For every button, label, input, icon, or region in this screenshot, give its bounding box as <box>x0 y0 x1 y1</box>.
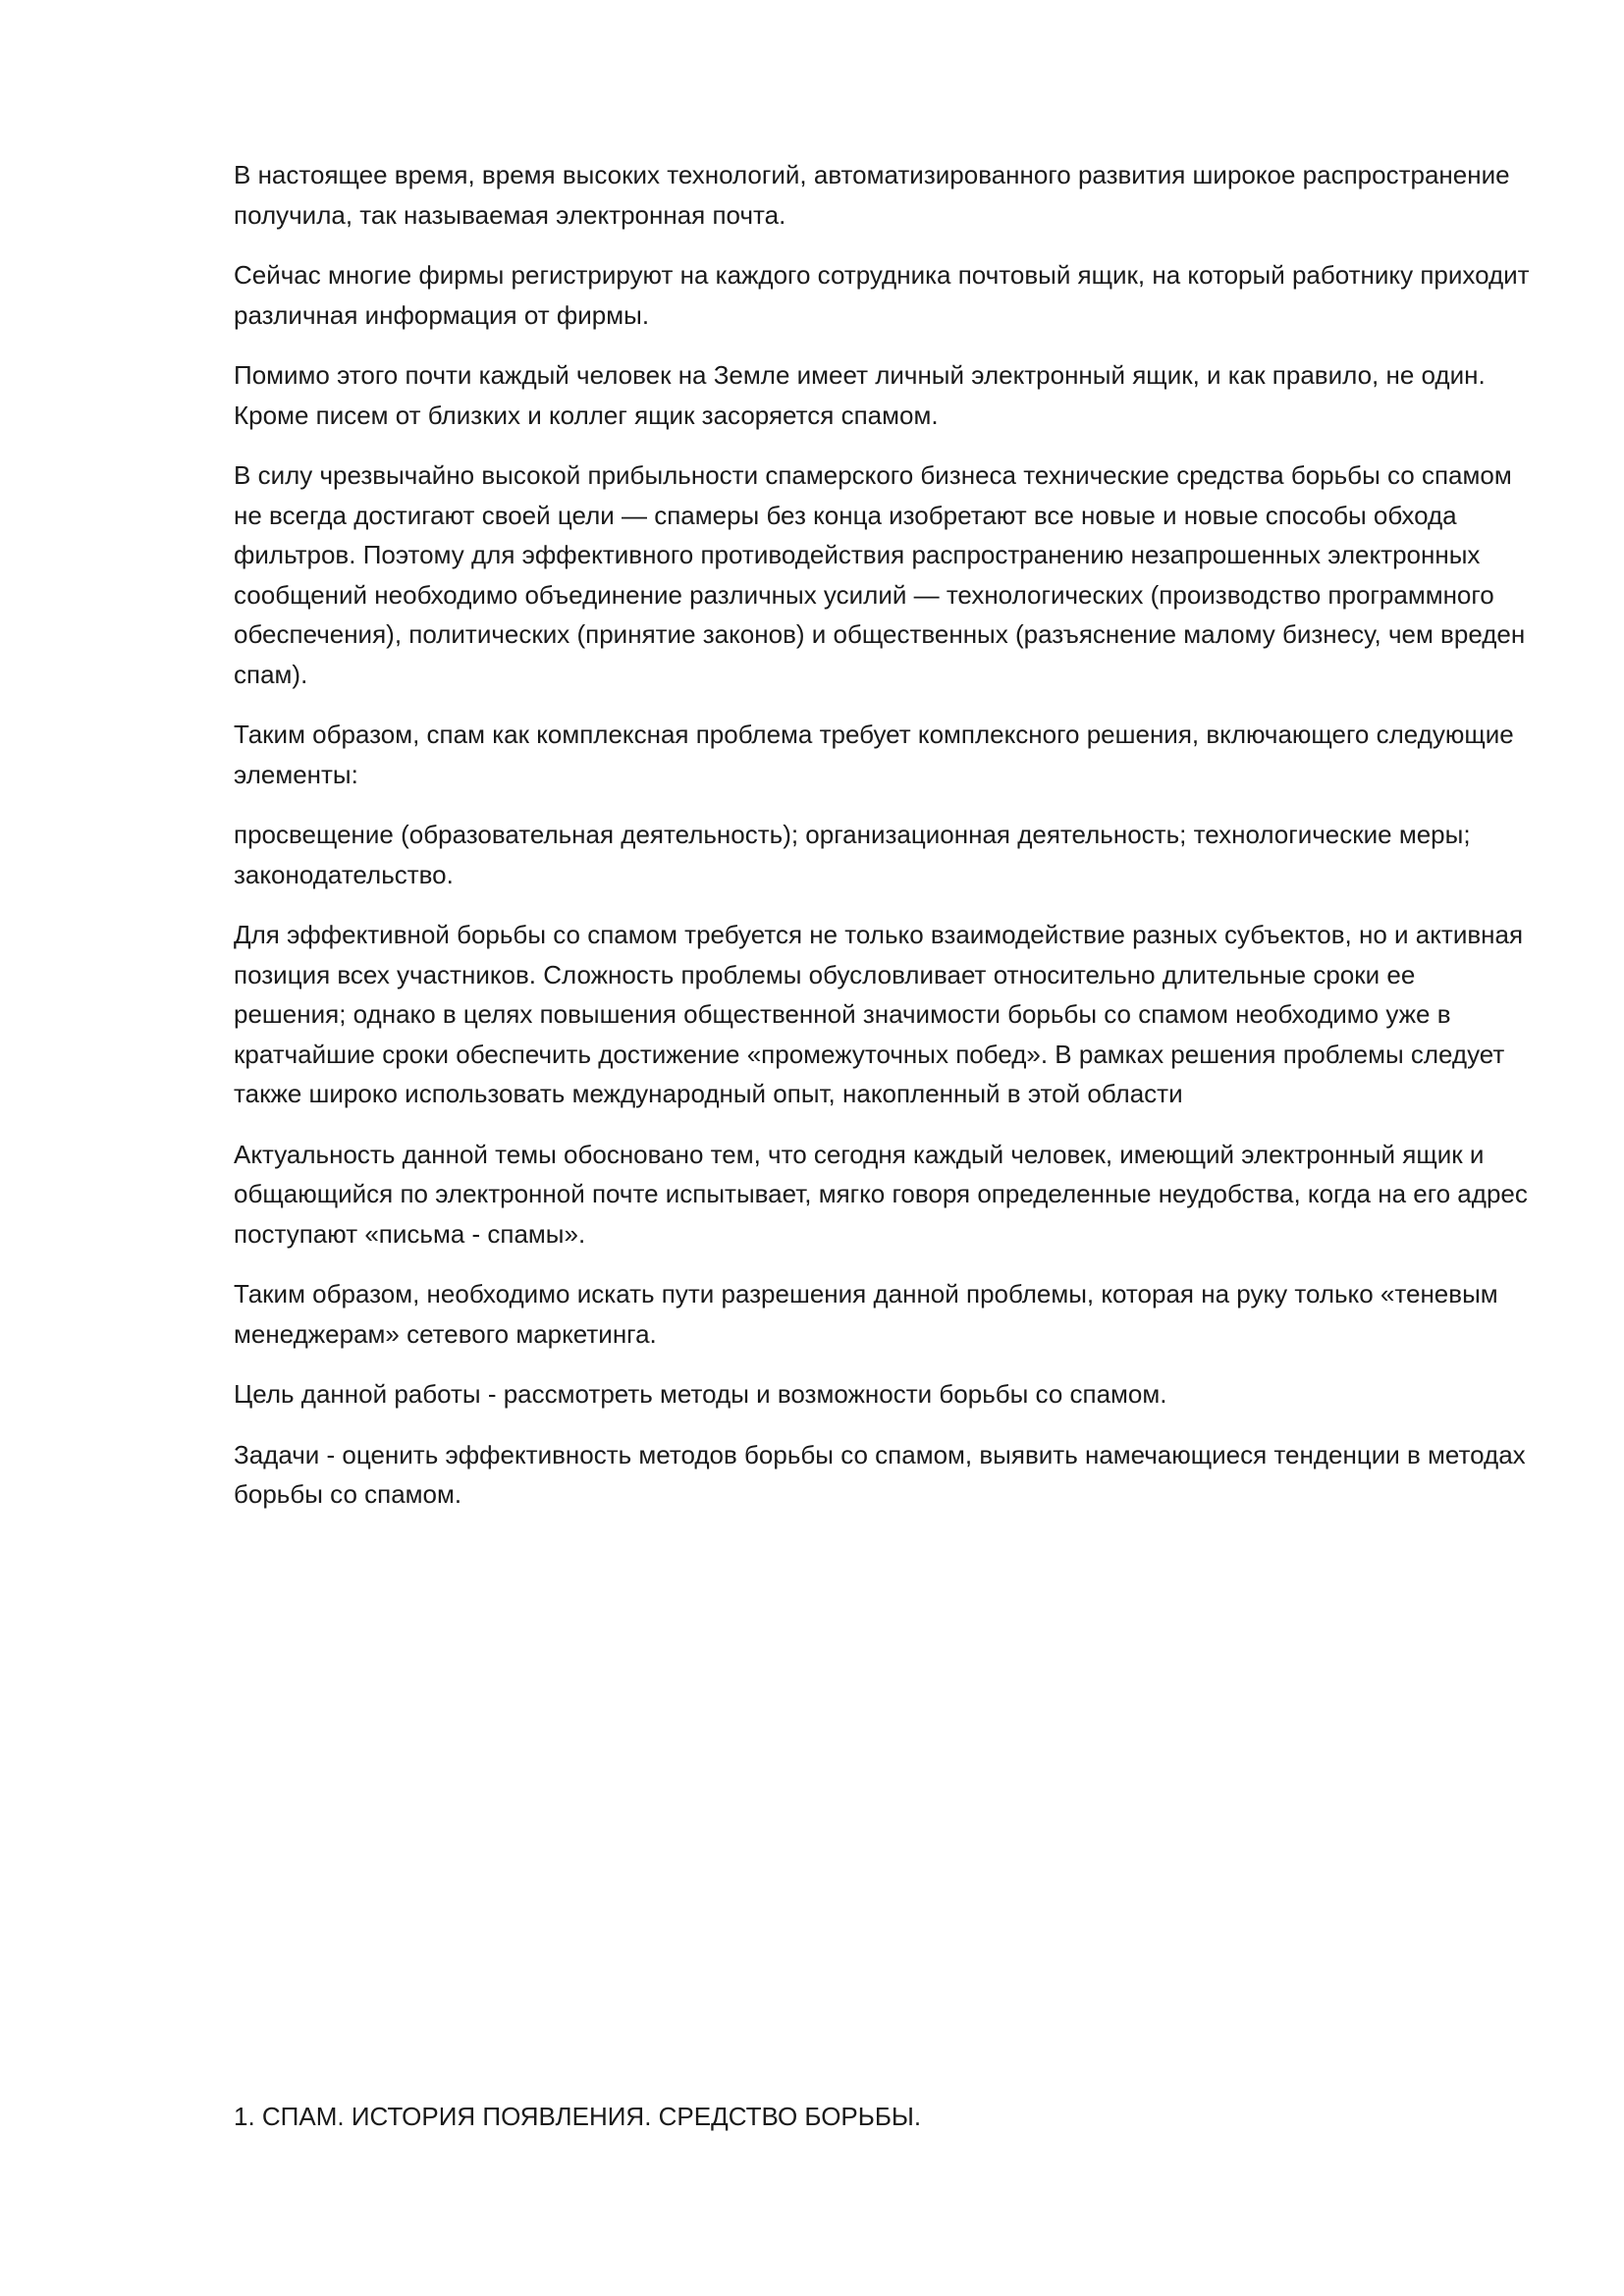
document-body <box>234 155 1530 1535</box>
paragraph-complex-solution: Таким образом, спам как комплексная проблема требует комплексного решения, включающего следующие элементы: <box>234 720 1514 789</box>
paragraph-company-mailboxes: Сейчас многие фирмы регистрируют на каждого сотрудника почтовый ящик, на который работнику приходит различная информация от фирмы. <box>234 260 1530 330</box>
section-heading: 1. СПАМ. ИСТОРИЯ ПОЯВЛЕНИЯ. СРЕДСТВО БОРЬБЫ. <box>234 2102 922 2131</box>
paragraph-tasks: Задачи - оценить эффективность методов борьбы со спамом, выявить намечающиеся тенденции в методах борьбы со спамом. <box>234 1439 1526 1509</box>
paragraph-solution-elements: просвещение (образовательная деятельность); организационная деятельность; технологические меры; законодательство. <box>234 820 1471 889</box>
paragraph-intro: В настоящее время, время высоких технологий, автоматизированного развития широкое распространение получила, так называемая электронная почта. <box>234 160 1510 230</box>
paragraph-cooperation: Для эффективной борьбы со спамом требуется не только взаимодействие разных субъектов, но и активная позиция всех участников. Сложность проблемы обусловливает относительно длительные сроки ее решения; однако в целях повышения общественной значимости борьбы со спамом необходимо уже в кратчайшие сроки обеспечить достижение «промежуточных побед». В рамках решения проблемы следует также широко использовать международный опыт, накопленный в этой области <box>234 920 1524 1108</box>
paragraph-conclusion: Таким образом, необходимо искать пути разрешения данной проблемы, которая на руку только «теневым менеджерам» сетевого маркетинга. <box>234 1279 1498 1349</box>
paragraph-goal: Цель данной работы - рассмотреть методы и возможности борьбы со спамом. <box>234 1379 1167 1409</box>
paragraph-personal-mailbox: Помимо этого почти каждый человек на Земле имеет личный электронный ящик, и как правило, не один. Кроме писем от близких и коллег ящик засоряется спамом. <box>234 360 1486 430</box>
paragraph-spam-business: В силу чрезвычайно высокой прибыльности спамерского бизнеса технические средства борьбы со спамом не всегда достигают своей цели — спамеры без конца изобретают все новые и новые способы обхода фильтров. Поэтому для эффективного противодействия распространению незапрошенных электронных сообщений необходимо объединение различных усилий — технологических (производство программного обеспечения), политических (принятие законов) и общественных (разъяснение малому бизнесу, чем вреден спам). <box>234 460 1526 689</box>
paragraph-relevance: Актуальность данной темы обосновано тем, что сегодня каждый человек, имеющий электронный ящик и общающийся по электронной почте испытывает, мягко говоря определенные неудобства, когда на его адрес поступают «письма - спамы». <box>234 1139 1528 1249</box>
